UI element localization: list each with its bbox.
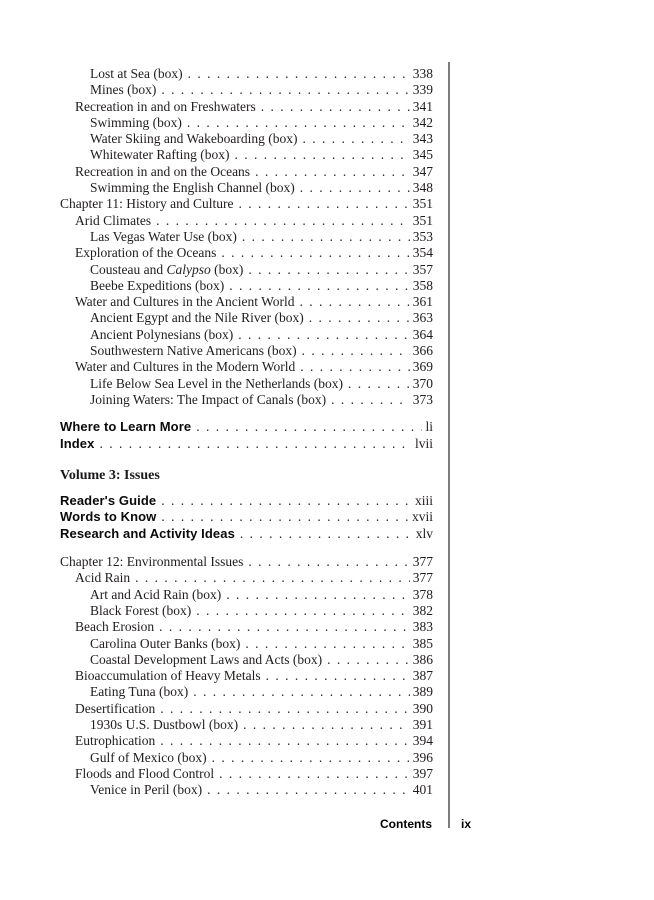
toc-entry-title: Desertification	[75, 700, 156, 716]
toc-entry-title: Reader's Guide	[60, 493, 157, 509]
toc-entry-page: 339	[412, 82, 433, 98]
toc-entry	[60, 245, 433, 261]
toc-entry-title: Water and Cultures in the Modern World	[75, 359, 296, 375]
toc-entry	[60, 213, 433, 229]
toc-entry	[60, 115, 433, 131]
toc-entry-page: 341	[412, 98, 433, 114]
toc-entry-page: 345	[412, 147, 433, 163]
toc-leader-dots	[266, 668, 410, 684]
toc-entry	[60, 570, 433, 586]
toc-entry	[60, 603, 433, 619]
toc-entry	[60, 196, 433, 212]
toc-entry	[60, 131, 433, 147]
toc-entry-title: Research and Activity Ideas	[60, 525, 235, 541]
toc-entry	[60, 750, 433, 766]
toc-entry-title: Recreation in and on the Oceans	[75, 163, 251, 179]
toc-entry-page: 338	[412, 66, 433, 81]
toc-entry	[60, 684, 433, 700]
toc-entry-page: 386	[412, 651, 433, 667]
toc-entry-title: Life Below Sea Level in the Netherlands (box)	[90, 375, 344, 391]
toc-leader-dots	[160, 701, 410, 717]
toc-entry-page: 378	[412, 586, 433, 602]
toc-entry-title: 1930s U.S. Dustbowl (box)	[90, 716, 239, 732]
toc-entry-page: 391	[412, 716, 433, 732]
toc-entry-title: Eating Tuna (box)	[90, 684, 189, 700]
toc-leader-dots	[234, 147, 409, 163]
toc-entry	[60, 99, 433, 115]
toc-entry	[60, 766, 433, 782]
toc-block	[60, 66, 433, 408]
toc-entry-page: 361	[412, 294, 433, 310]
toc-entry-page: 397	[412, 765, 433, 781]
toc-entry-title: Chapter 11: History and Culture	[60, 196, 234, 212]
toc-block	[60, 493, 433, 542]
toc-leader-dots	[156, 213, 410, 229]
toc-entry-title: Words to Know	[60, 509, 157, 525]
toc-leader-dots	[255, 164, 410, 180]
toc-entry-title: Mines (box)	[90, 82, 157, 98]
toc-entry-page: 357	[412, 261, 433, 277]
toc-leader-dots	[161, 509, 409, 525]
toc-entry-title: Swimming the English Channel (box)	[90, 180, 295, 196]
toc-entry	[60, 554, 433, 570]
toc-entry-page: 387	[412, 668, 433, 684]
toc-entry-title: Las Vegas Water Use (box)	[90, 228, 237, 244]
toc-leader-dots	[161, 493, 412, 509]
toc-entry-page: 353	[412, 228, 433, 244]
toc-leader-dots	[212, 750, 410, 766]
toc-entry-page: xlv	[415, 525, 433, 541]
toc-block	[60, 419, 433, 452]
toc-entry-title: Arid Climates	[75, 212, 152, 228]
toc-entry	[60, 526, 433, 542]
toc-leader-dots	[196, 419, 422, 435]
toc-entry-title: Beebe Expeditions (box)	[90, 277, 225, 293]
toc-leader-dots	[99, 436, 412, 452]
toc-leader-dots	[135, 570, 410, 586]
toc-entry-title: Cousteau and Calypso (box)	[90, 261, 244, 277]
toc-entry-title: Ancient Egypt and the Nile River (box)	[90, 310, 304, 326]
toc-leader-dots	[193, 684, 409, 700]
toc-entry	[60, 180, 433, 196]
toc-entry	[60, 82, 433, 98]
toc-entry-title: Black Forest (box)	[90, 602, 192, 618]
toc-entry-title: Coastal Development Laws and Acts (box)	[90, 651, 323, 667]
toc-entry-page: 351	[412, 196, 433, 212]
toc-leader-dots	[159, 619, 410, 635]
toc-entry-page: 343	[412, 131, 433, 147]
toc-entry	[60, 668, 433, 684]
toc-entry-page: 394	[412, 733, 433, 749]
toc-entry-title: Swimming (box)	[90, 114, 182, 130]
toc-entry-page: 364	[412, 326, 433, 342]
toc-entry-title: Ancient Polynesians (box)	[90, 326, 234, 342]
toc-entry-title: Water Skiing and Wakeboarding (box)	[90, 131, 298, 147]
toc-entry-title: Carolina Outer Banks (box)	[90, 635, 241, 651]
toc-entry	[60, 376, 433, 392]
toc-entry-title: Southwestern Native Americans (box)	[90, 343, 297, 359]
toc-entry-page: 348	[412, 180, 433, 196]
toc-entry-title: Where to Learn More	[60, 419, 192, 435]
toc-entry-page: 385	[412, 635, 433, 651]
toc-entry-title: Lost at Sea (box)	[90, 66, 183, 81]
toc-leader-dots	[240, 526, 413, 542]
toc-leader-dots	[243, 717, 410, 733]
toc-entry-page: 396	[412, 749, 433, 765]
volume-heading: Volume 3: Issues	[60, 467, 160, 483]
toc-entry-page: 347	[412, 163, 433, 179]
toc-entry	[60, 733, 433, 749]
toc-leader-dots	[302, 343, 410, 359]
toc-entry-page: 342	[412, 114, 433, 130]
toc-entry-title: Recreation in and on Freshwaters	[75, 98, 256, 114]
toc-entry	[60, 294, 433, 310]
toc-entry	[60, 310, 433, 326]
toc-leader-dots	[300, 180, 410, 196]
toc-leader-dots	[207, 782, 410, 798]
toc-entry-title: Whitewater Rafting (box)	[90, 147, 230, 163]
toc-leader-dots	[226, 587, 410, 603]
toc-entry	[60, 278, 433, 294]
toc-entry-page: 366	[412, 343, 433, 359]
toc-entry-page: 383	[412, 619, 433, 635]
toc-leader-dots	[303, 131, 410, 147]
toc-leader-dots	[221, 245, 409, 261]
toc-entry	[60, 147, 433, 163]
toc-entry	[60, 66, 433, 82]
toc-entry-page: 382	[412, 602, 433, 618]
toc-entry-title: Water and Cultures in the Ancient World	[75, 294, 295, 310]
toc-entry-page: xvii	[411, 509, 433, 525]
toc-entry-page: 377	[412, 554, 433, 570]
toc-leader-dots	[309, 310, 410, 326]
toc-entry-page: 373	[412, 391, 433, 407]
toc-leader-dots	[261, 99, 410, 115]
toc-entry	[60, 493, 433, 509]
toc-entry	[60, 229, 433, 245]
toc-leader-dots	[229, 278, 410, 294]
toc-entry-page: li	[425, 419, 433, 435]
toc-entry	[60, 327, 433, 343]
toc-leader-dots	[348, 376, 410, 392]
toc-entry	[60, 652, 433, 668]
toc-entry-page: 401	[412, 782, 433, 798]
toc-leader-dots	[245, 636, 409, 652]
toc-entry-title: Venice in Peril (box)	[90, 782, 203, 798]
toc-leader-dots	[248, 554, 409, 570]
toc-entry-page: 351	[412, 212, 433, 228]
toc-entry	[60, 262, 433, 278]
toc-leader-dots	[238, 327, 410, 343]
vertical-divider-rule	[448, 62, 450, 828]
toc-entry-page: 377	[412, 570, 433, 586]
toc-entry-title: Beach Erosion	[75, 619, 155, 635]
toc-leader-dots	[300, 359, 409, 375]
toc-leader-dots	[238, 196, 409, 212]
toc-blocks	[60, 66, 433, 798]
toc-entry-title: Floods and Flood Control	[75, 765, 215, 781]
toc-entry	[60, 419, 433, 435]
toc-entry	[60, 701, 433, 717]
toc-entry	[60, 782, 433, 798]
toc-entry-page: 363	[412, 310, 433, 326]
toc-entry-title: Chapter 12: Environmental Issues	[60, 554, 244, 570]
toc-entry	[60, 343, 433, 359]
toc-entry-title: Acid Rain	[75, 570, 131, 586]
toc-entry-page: 369	[412, 359, 433, 375]
toc-entry-page: 370	[412, 375, 433, 391]
toc-entry-page: lvii	[414, 435, 433, 451]
toc-entry	[60, 392, 433, 408]
toc-entry	[60, 436, 433, 452]
toc-entry-page: 390	[412, 700, 433, 716]
footer-section-label: Contents	[380, 817, 432, 831]
toc-leader-dots	[327, 652, 410, 668]
toc-entry-title: Bioaccumulation of Heavy Metals	[75, 668, 261, 684]
toc-entry	[60, 717, 433, 733]
toc-entry-page: 358	[412, 277, 433, 293]
toc-entry-title: Eutrophication	[75, 733, 156, 749]
footer-page-number: ix	[461, 817, 472, 831]
toc-block	[60, 554, 433, 798]
toc-entry-title: Joining Waters: The Impact of Canals (box)	[90, 391, 327, 407]
toc-leader-dots	[331, 392, 410, 408]
toc-entry-page: xiii	[414, 493, 433, 509]
toc-entry-page: 389	[412, 684, 433, 700]
toc-leader-dots	[219, 766, 410, 782]
toc-entry-title: Art and Acid Rain (box)	[90, 586, 222, 602]
toc-leader-dots	[188, 66, 410, 82]
toc-entry-title: Gulf of Mexico (box)	[90, 749, 207, 765]
toc-entry	[60, 164, 433, 180]
toc-leader-dots	[161, 82, 409, 98]
toc-leader-dots	[196, 603, 410, 619]
toc-leader-dots	[242, 229, 410, 245]
toc-entry	[60, 509, 433, 525]
toc-leader-dots	[248, 262, 409, 278]
toc-entry	[60, 636, 433, 652]
toc-entry-title: Index	[60, 435, 95, 451]
toc-leader-dots	[160, 733, 410, 749]
toc-entry	[60, 359, 433, 375]
toc-entry	[60, 619, 433, 635]
toc-leader-dots	[187, 115, 410, 131]
toc-entry-title: Exploration of the Oceans	[75, 245, 217, 261]
toc-leader-dots	[300, 294, 410, 310]
toc-entry	[60, 587, 433, 603]
toc-entry-page: 354	[412, 245, 433, 261]
